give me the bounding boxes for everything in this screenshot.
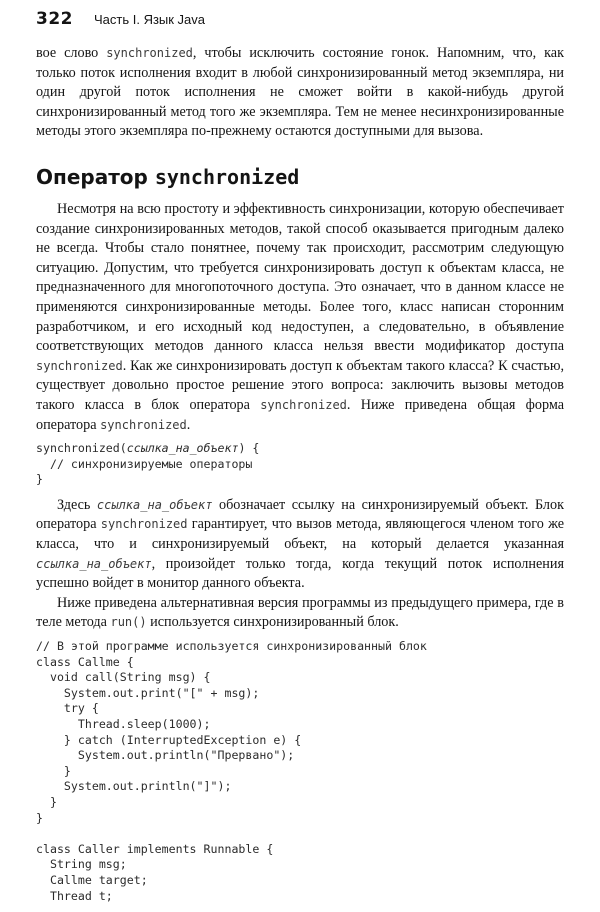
code-line: Thread t; <box>36 888 113 903</box>
code-line <box>36 826 564 842</box>
code-line: } <box>36 763 71 778</box>
paragraph-intro: вое слово synchronized, чтобы исключить состояние гонок. Напомним, что, как только поток исполнения входит в любой синхронизированный метод экземпляра, ни один другой поток исполнения не сможет войти в какой-нибудь другой синхронизированный метод того же экземпляра. Тем не менее несинхронизированные методы этого экземпляра по-прежнему остаются доступными для вызова. <box>36 45 564 140</box>
page-number: 322 <box>36 9 73 29</box>
page-header <box>36 9 564 33</box>
code-line: Callme target; <box>36 872 148 887</box>
paragraph-explanation: Здесь ссылка_на_объект обозначает ссылку на синхронизируемый объект. Блок оператора synchronized гарантирует, что вызов метода, являющегося членом того же класса, что и синхронизируемый объект, на который делается указанная ссылка_на_объект, произойдет только тогда, когда текущий поток исполнения успешно войдет в монитор данного объекта. <box>36 496 564 592</box>
code-line: } <box>36 810 43 825</box>
code-line: void call(String msg) { <box>36 670 211 685</box>
general-form-code: synchronized(ссылка_на_объект) { // синхронизируемые операторы } <box>36 441 260 487</box>
code-line: class Caller implements Runnable { <box>36 841 274 856</box>
keyword-synchronized: synchronized <box>106 46 193 60</box>
section-heading: Оператор synchronized <box>36 164 300 189</box>
code-line: } <box>36 794 57 809</box>
code-line: try { <box>36 701 99 716</box>
program-listing <box>36 639 564 904</box>
code-line: Thread.sleep(1000); <box>36 717 211 731</box>
code-line: System.out.print("[" + msg); <box>36 685 260 700</box>
code-line: String msg; <box>36 857 127 872</box>
code-line: System.out.println("]"); <box>36 779 232 794</box>
code-line: class Callme { <box>36 654 134 669</box>
code-line: // В этой программе используется синхронизированный блок <box>36 639 427 654</box>
running-head: Часть I. Язык Java <box>94 12 206 27</box>
paragraph-example-intro: Ниже приведена альтернативная версия программы из предыдущего примера, где в теле метода run() используется синхронизированный блок. <box>36 594 564 631</box>
paragraph-synchronized-statement: Несмотря на всю простоту и эффективность синхронизации, которую обеспечивает создание синхронизированных методов, такой способ оказывается пригодным далеко не всегда. Чтобы стало понятнее, почему так происходит, рассмотрим следующую ситуацию. Допустим, что требуется синхронизировать доступ к объектам класса, не предназначенного для многопоточного доступа. Это означает, что в данном классе не применяются синхронизированные методы. Более того, класс написан сторонним разработчиком, и его исходный код недоступен, а следовательно, в объявление соответствующих методов данного класса нельзя ввести модификатор доступа synchronized. Как же синхронизировать доступ к объектам такого класса? К счастью, существует довольно простое решение этого вопроса: заключить вызовы методов такого класса в блок оператора synchronized. Ниже приведена общая форма оператора synchronized. <box>36 200 564 433</box>
code-line: System.out.println("Прервано"); <box>36 748 295 763</box>
code-line: } catch (InterruptedException e) { <box>36 732 302 747</box>
page-body <box>36 44 564 912</box>
